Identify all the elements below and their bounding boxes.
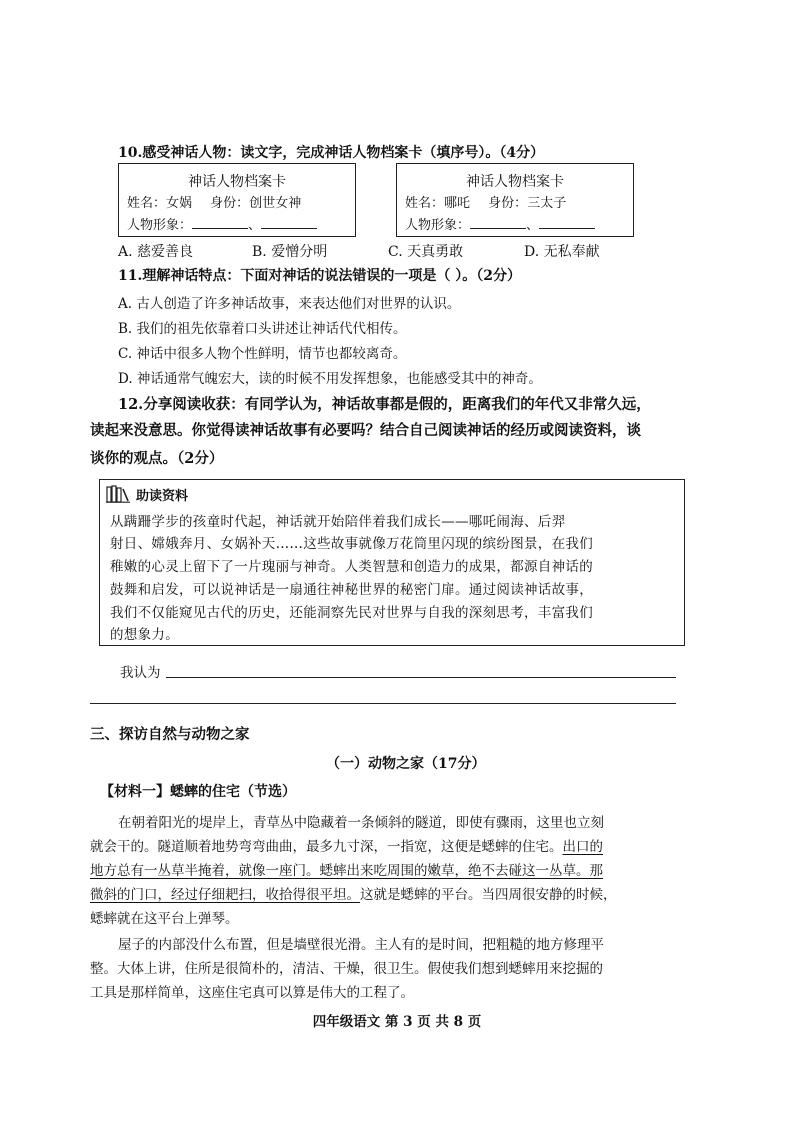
passage-line-6: 屋子的内部没什么布置，但是墙壁很光滑。主人有的是时间，把粗糙的地方修理平 (118, 937, 604, 953)
identity-value: 三太子 (527, 196, 567, 211)
answer-prefix: 我认为 (120, 665, 161, 681)
material-line-5: 我们不仅能窥见古代的历史，还能洞察先民对世界与自我的深刻思考，丰富我们 (110, 605, 593, 621)
reading-material-box (99, 479, 685, 646)
q11-option-b[interactable]: B. 我们的祖先依靠着口头讲述让神话代代相传。 (118, 321, 407, 337)
q10-option-d[interactable]: D. 无私奉献 (524, 244, 600, 260)
card-name-line (127, 192, 301, 211)
section-3-subtitle: （一）动物之家（17分） (326, 756, 486, 772)
name-label: 姓名： (405, 196, 445, 211)
q11-option-c[interactable]: C. 神话中很多人物个性鲜明，情节也都较离奇。 (118, 346, 407, 362)
image-label: 人物形象： (405, 218, 471, 233)
card-title: 神话人物档案卡 (466, 174, 564, 190)
answer-blank[interactable] (261, 216, 317, 229)
material-title: 助读资料 (136, 489, 189, 504)
material-line-6: 的想象力。 (110, 627, 179, 643)
q10-option-c[interactable]: C. 天真勇敢 (388, 244, 464, 260)
passage-text: 就会干的。隧道顺着地势弯弯曲曲，最多九寸深，一指宽，这便是蟋蟀的住宅。 (90, 839, 563, 855)
q10-option-a[interactable]: A. 慈爱善良 (118, 244, 194, 260)
separator: 、 (248, 218, 262, 233)
q12-stem-line-1: 12.分享阅读收获：有同学认为，神话故事都是假的，距离我们的年代又非常久远， (118, 396, 651, 413)
identity-label: 身份： (210, 196, 250, 211)
name-value: 女娲 (166, 196, 193, 211)
material-line-4: 鼓舞和启发，可以说神话是一扇通往神秘世界的秘密门扉。通过阅读神话故事， (110, 582, 593, 598)
passage-line-7: 整。大体上讲，住所是很简朴的，清洁、干燥，很卫生。假使我们想到蟋蟀用来挖掘的 (90, 961, 603, 977)
q11-option-a[interactable]: A. 古人创造了许多神话故事，来表达他们对世界的认识。 (118, 296, 461, 312)
passage-line-1: 在朝着阳光的堤岸上，青草丛中隐藏着一条倾斜的隧道，即使有骤雨，这里也立刻 (118, 815, 604, 831)
identity-label: 身份： (488, 196, 528, 211)
passage-line-4 (90, 883, 617, 903)
card-title: 神话人物档案卡 (188, 174, 286, 190)
page-footer: 四年级语文 第 3 页 共 8 页 (312, 1014, 482, 1030)
books-icon (106, 485, 130, 503)
passage-line-8: 工具是那样简单，这座住宅真可以算是伟大的工程了。 (90, 985, 414, 1001)
material-line-1: 从蹒跚学步的孩童时代起，神话就开始陪伴着我们成长——哪吒闹海、后羿 (110, 514, 566, 530)
answer-line-1[interactable] (166, 677, 676, 678)
q10-option-b[interactable]: B. 爱憎分明 (252, 244, 328, 260)
identity-value: 创世女神 (249, 196, 302, 211)
q11-option-d[interactable]: D. 神话通常气魄宏大，读的时候不用发挥想象，也能感受其中的神奇。 (118, 371, 542, 387)
q12-stem-line-2: 读起来没意思。你觉得读神话故事有必要吗？结合自己阅读神话的经历或阅读资料，谈 (90, 422, 641, 439)
answer-blank[interactable] (539, 216, 595, 229)
passage-text: 这就是蟋蟀的平台。当四周很安静的时候， (360, 887, 617, 903)
material-line-3: 稚嫩的心灵上留下了一片瑰丽与神奇。人类智慧和创造力的成果，都源自神话的 (110, 559, 593, 575)
answer-blank[interactable] (192, 216, 248, 229)
answer-blank[interactable] (470, 216, 526, 229)
material-line-2: 射日、嫦娥奔月、女娲补天……这些故事就像万花筒里闪现的缤纷图景，在我们 (110, 536, 593, 552)
card-image-line (405, 214, 595, 233)
material-1-title: 【材料一】蟋蟀的住宅（节选） (100, 784, 296, 800)
passage-line-5: 蟋蟀就在这平台上弹琴。 (90, 911, 239, 927)
q11-stem: 11.理解神话特点：下面对神话的说法错误的一项是（ ）。（2分） (118, 268, 521, 284)
q12-stem-line-3: 谈你的观点。（2分） (90, 450, 224, 467)
image-label: 人物形象： (127, 218, 193, 233)
name-label: 姓名： (127, 196, 167, 211)
passage-line-3: 地方总有一丛草半掩着，就像一座门。蟋蟀出来吃周围的嫩草，绝不去碰这一丛草。那 (90, 863, 603, 879)
underlined-text: 出口的 (562, 839, 603, 855)
underlined-text: 微斜的门口，经过仔细耙扫，收拾得很平坦。 (90, 887, 360, 903)
card-image-line (127, 214, 317, 233)
separator: 、 (526, 218, 540, 233)
answer-line-2[interactable] (90, 703, 676, 704)
archive-card-nuwa (118, 163, 356, 237)
passage-line-2 (90, 835, 603, 855)
q10-stem: 10.感受神话人物：读文字，完成神话人物档案卡（填序号）。（4分） (118, 145, 545, 161)
card-name-line (405, 192, 566, 211)
archive-card-nezha (396, 163, 634, 237)
name-value: 哪吒 (444, 196, 471, 211)
section-3-title: 三、探访自然与动物之家 (90, 726, 250, 743)
